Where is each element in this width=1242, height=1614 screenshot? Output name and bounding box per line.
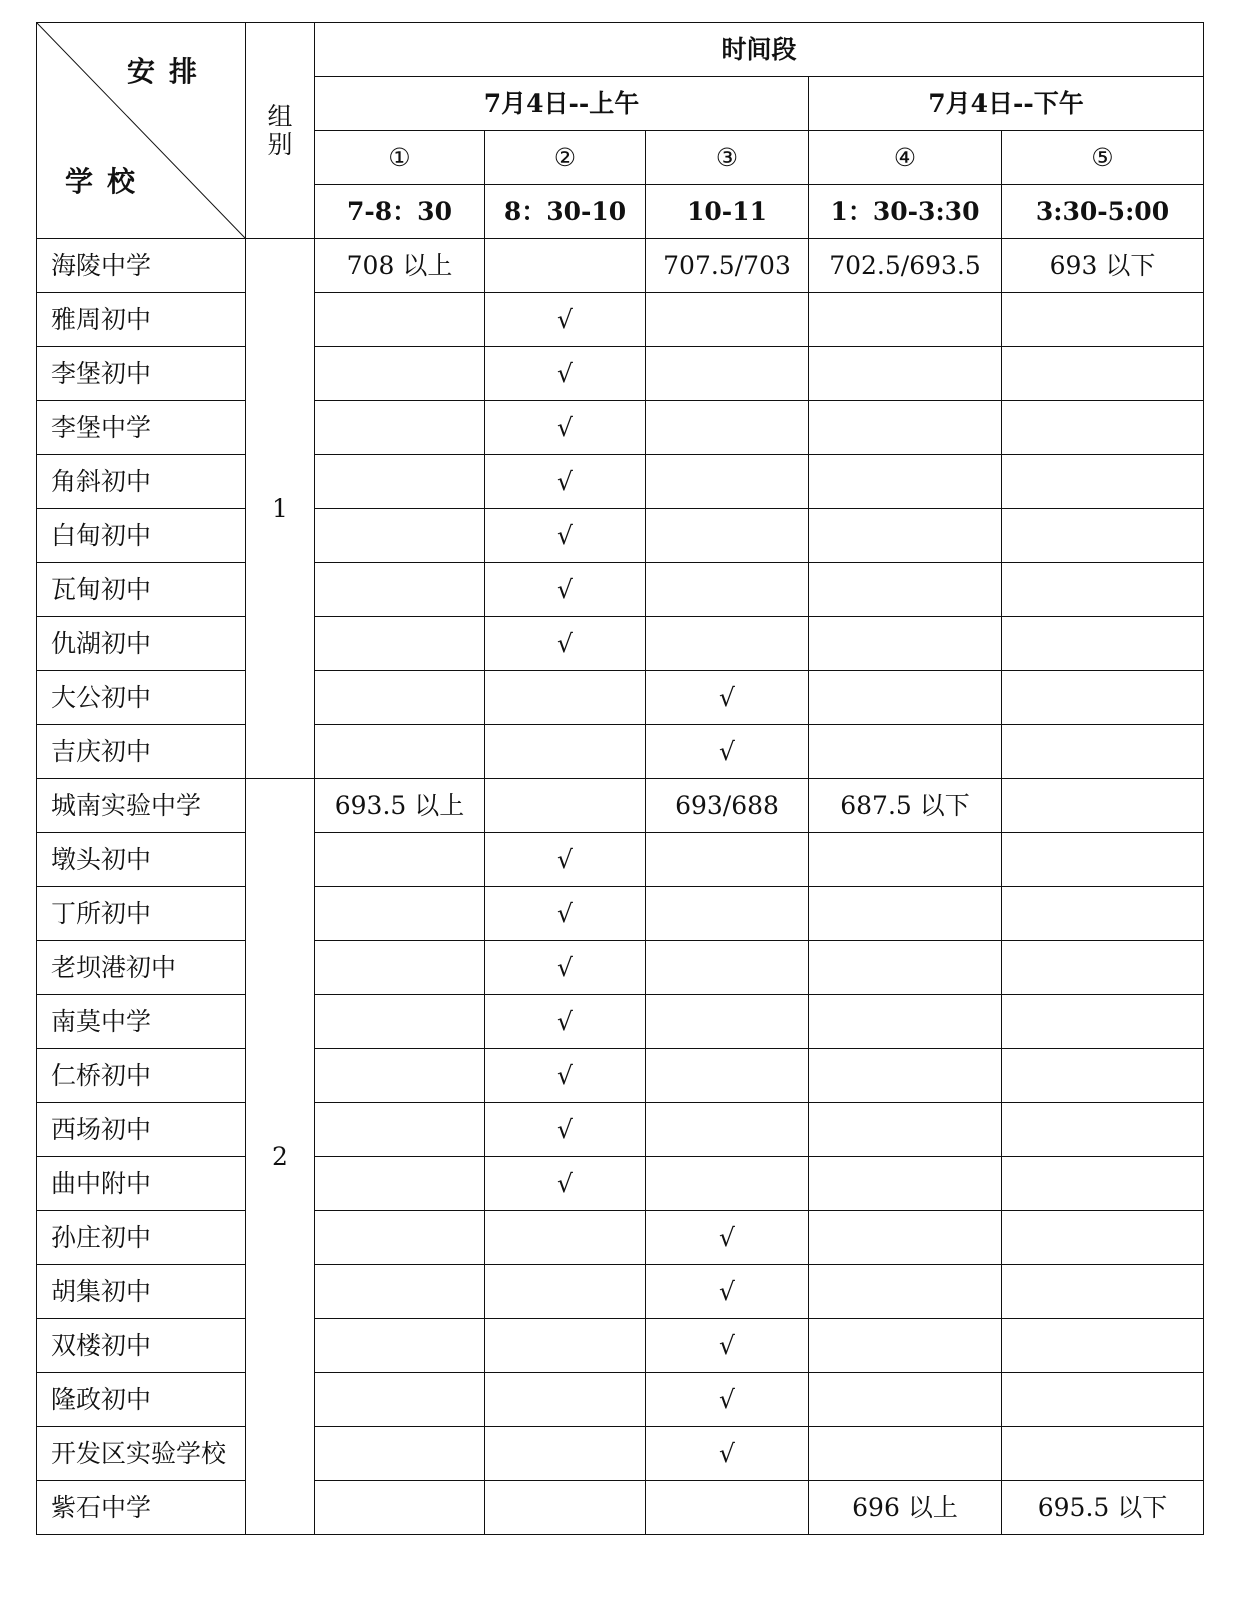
slot-cell — [315, 347, 485, 401]
slot-cell — [485, 239, 646, 293]
corner-label-school: 学校 — [65, 165, 150, 199]
slot-time: 10-11 — [646, 185, 809, 239]
school-name-cell: 墩头初中 — [37, 833, 246, 887]
slot-number: ④ — [809, 131, 1002, 185]
slot-cell — [809, 455, 1002, 509]
check-mark-cell: √ — [485, 833, 646, 887]
slot-cell — [1002, 1373, 1204, 1427]
slot-cell — [1002, 1319, 1204, 1373]
table-row — [37, 671, 1204, 725]
slot-cell — [1002, 995, 1204, 1049]
slot-cell — [1002, 455, 1204, 509]
table-row — [37, 293, 1204, 347]
table-row — [37, 833, 1204, 887]
slot-cell — [646, 941, 809, 995]
check-mark-cell: √ — [485, 1049, 646, 1103]
school-name-cell: 仇湖初中 — [37, 617, 246, 671]
school-name-cell: 南莫中学 — [37, 995, 246, 1049]
slot-cell — [1002, 617, 1204, 671]
slot-cell — [485, 1427, 646, 1481]
group-number-cell: 1 — [246, 239, 315, 779]
slot-cell — [315, 1373, 485, 1427]
slot-cell — [1002, 347, 1204, 401]
slot-cell — [315, 509, 485, 563]
slot-cell — [315, 1319, 485, 1373]
school-name-cell: 胡集初中 — [37, 1265, 246, 1319]
slot-cell — [809, 1049, 1002, 1103]
slot-cell — [315, 887, 485, 941]
slot-cell — [315, 1211, 485, 1265]
table-row — [37, 779, 1204, 833]
slot-cell: 707.5/703 — [646, 239, 809, 293]
check-mark-cell: √ — [485, 401, 646, 455]
slot-cell: 693/688 — [646, 779, 809, 833]
table-row — [37, 725, 1204, 779]
slot-cell — [646, 347, 809, 401]
table-row — [37, 1373, 1204, 1427]
slot-cell — [315, 401, 485, 455]
check-mark-cell: √ — [485, 887, 646, 941]
slot-cell: 696 以上 — [809, 1481, 1002, 1535]
table-row — [37, 887, 1204, 941]
slot-cell — [646, 995, 809, 1049]
school-name-cell: 大公初中 — [37, 671, 246, 725]
slot-cell — [646, 1481, 809, 1535]
table-row — [37, 563, 1204, 617]
slot-cell: 708 以上 — [315, 239, 485, 293]
slot-time: 3:30-5:00 — [1002, 185, 1204, 239]
check-mark-cell: √ — [485, 1103, 646, 1157]
table-row — [37, 347, 1204, 401]
table-row — [37, 239, 1204, 293]
check-mark-cell: √ — [485, 563, 646, 617]
table-row — [37, 1481, 1204, 1535]
table-row — [37, 455, 1204, 509]
slot-cell — [646, 1103, 809, 1157]
slot-cell — [646, 1049, 809, 1103]
table-row — [37, 1103, 1204, 1157]
check-mark-cell: √ — [485, 509, 646, 563]
school-name-cell: 白甸初中 — [37, 509, 246, 563]
slot-cell — [809, 563, 1002, 617]
schedule-body — [37, 239, 1204, 1535]
check-mark-cell: √ — [485, 941, 646, 995]
slot-cell — [809, 1211, 1002, 1265]
slot-cell — [809, 1427, 1002, 1481]
slot-cell — [809, 833, 1002, 887]
slot-cell — [1002, 509, 1204, 563]
slot-cell — [485, 1211, 646, 1265]
slot-cell — [315, 941, 485, 995]
slot-cell — [315, 1265, 485, 1319]
school-name-cell: 孙庄初中 — [37, 1211, 246, 1265]
slot-cell — [809, 1319, 1002, 1373]
slot-cell — [809, 995, 1002, 1049]
slot-cell — [1002, 1157, 1204, 1211]
slot-cell — [315, 455, 485, 509]
check-mark-cell: √ — [485, 1157, 646, 1211]
slot-cell — [485, 1319, 646, 1373]
group-number-cell: 2 — [246, 779, 315, 1535]
table-row — [37, 941, 1204, 995]
slot-cell — [809, 617, 1002, 671]
slot-cell — [485, 671, 646, 725]
check-mark-cell: √ — [646, 725, 809, 779]
slot-cell — [809, 293, 1002, 347]
corner-label-arrangement: 安排 — [126, 55, 211, 88]
slot-number: ② — [485, 131, 646, 185]
slot-cell — [809, 1157, 1002, 1211]
slot-cell — [809, 509, 1002, 563]
slot-cell — [1002, 401, 1204, 455]
slot-cell — [1002, 725, 1204, 779]
school-name-cell: 李堡初中 — [37, 347, 246, 401]
slot-cell — [315, 1157, 485, 1211]
slot-number: ③ — [646, 131, 809, 185]
school-name-cell: 仁桥初中 — [37, 1049, 246, 1103]
slot-cell — [315, 1049, 485, 1103]
slot-cell — [315, 617, 485, 671]
slot-cell: 695.5 以下 — [1002, 1481, 1204, 1535]
slot-cell — [809, 941, 1002, 995]
group-header-cell — [246, 23, 315, 239]
table-row — [37, 1427, 1204, 1481]
check-mark-cell: √ — [646, 1265, 809, 1319]
slot-cell — [1002, 887, 1204, 941]
slot-time: 8：30-10 — [485, 185, 646, 239]
school-name-cell: 瓦甸初中 — [37, 563, 246, 617]
school-name-cell: 曲中附中 — [37, 1157, 246, 1211]
group-label-line2: 别 — [267, 129, 293, 159]
slot-cell — [809, 347, 1002, 401]
slot-cell — [646, 293, 809, 347]
slot-cell — [485, 779, 646, 833]
slot-cell — [485, 1265, 646, 1319]
table-row — [37, 1049, 1204, 1103]
school-name-cell: 老坝港初中 — [37, 941, 246, 995]
slot-cell — [1002, 671, 1204, 725]
school-name-cell: 丁所初中 — [37, 887, 246, 941]
slot-cell — [809, 1373, 1002, 1427]
slot-cell — [809, 1265, 1002, 1319]
slot-cell — [809, 671, 1002, 725]
slot-cell — [809, 887, 1002, 941]
afternoon-header: 7月4日--下午 — [809, 77, 1204, 131]
table-row — [37, 1211, 1204, 1265]
slot-cell: 693 以下 — [1002, 239, 1204, 293]
school-name-cell: 李堡中学 — [37, 401, 246, 455]
slot-cell — [1002, 1427, 1204, 1481]
check-mark-cell: √ — [485, 617, 646, 671]
slot-cell — [485, 1373, 646, 1427]
check-mark-cell: √ — [646, 1319, 809, 1373]
table-row — [37, 995, 1204, 1049]
check-mark-cell: √ — [646, 671, 809, 725]
slot-cell: 687.5 以下 — [809, 779, 1002, 833]
slot-cell: 702.5/693.5 — [809, 239, 1002, 293]
school-name-cell: 吉庆初中 — [37, 725, 246, 779]
school-name-cell: 双楼初中 — [37, 1319, 246, 1373]
slot-cell — [1002, 833, 1204, 887]
slot-cell — [646, 563, 809, 617]
slot-cell — [1002, 1049, 1204, 1103]
check-mark-cell: √ — [485, 995, 646, 1049]
slot-cell — [1002, 779, 1204, 833]
school-name-cell: 雅周初中 — [37, 293, 246, 347]
table-row — [37, 1265, 1204, 1319]
slot-cell — [1002, 1265, 1204, 1319]
slot-cell — [485, 725, 646, 779]
morning-header: 7月4日--上午 — [315, 77, 809, 131]
check-mark-cell: √ — [485, 347, 646, 401]
slot-cell — [315, 725, 485, 779]
slot-cell — [646, 833, 809, 887]
slot-cell — [315, 833, 485, 887]
schedule-table — [36, 22, 1204, 1535]
school-name-cell: 城南实验中学 — [37, 779, 246, 833]
school-name-cell: 紫石中学 — [37, 1481, 246, 1535]
check-mark-cell: √ — [485, 455, 646, 509]
slot-cell — [315, 995, 485, 1049]
slot-cell — [1002, 1103, 1204, 1157]
time-period-header: 时间段 — [315, 23, 1204, 77]
check-mark-cell: √ — [646, 1427, 809, 1481]
slot-cell — [646, 617, 809, 671]
corner-header-cell — [37, 23, 246, 239]
check-mark-cell: √ — [646, 1211, 809, 1265]
slot-cell — [1002, 563, 1204, 617]
slot-number: ⑤ — [1002, 131, 1204, 185]
slot-cell: 693.5 以上 — [315, 779, 485, 833]
slot-cell — [315, 563, 485, 617]
slot-cell — [1002, 293, 1204, 347]
slot-cell — [809, 401, 1002, 455]
school-name-cell: 开发区实验学校 — [37, 1427, 246, 1481]
slot-cell — [315, 671, 485, 725]
slot-cell — [315, 293, 485, 347]
slot-cell — [315, 1103, 485, 1157]
table-row — [37, 617, 1204, 671]
school-name-cell: 海陵中学 — [37, 239, 246, 293]
school-name-cell: 西场初中 — [37, 1103, 246, 1157]
slot-cell — [315, 1427, 485, 1481]
slot-cell — [809, 1103, 1002, 1157]
slot-number: ① — [315, 131, 485, 185]
table-row — [37, 1157, 1204, 1211]
table-row — [37, 401, 1204, 455]
slot-time: 1：30-3:30 — [809, 185, 1002, 239]
check-mark-cell: √ — [485, 293, 646, 347]
group-label-line1: 组 — [267, 102, 293, 131]
school-name-cell: 角斜初中 — [37, 455, 246, 509]
slot-cell — [646, 455, 809, 509]
table-row — [37, 1319, 1204, 1373]
check-mark-cell: √ — [646, 1373, 809, 1427]
table-row — [37, 509, 1204, 563]
slot-cell — [1002, 941, 1204, 995]
school-name-cell: 隆政初中 — [37, 1373, 246, 1427]
slot-time: 7-8：30 — [315, 185, 485, 239]
slot-cell — [646, 887, 809, 941]
slot-cell — [646, 1157, 809, 1211]
slot-cell — [485, 1481, 646, 1535]
slot-cell — [1002, 1211, 1204, 1265]
slot-cell — [809, 725, 1002, 779]
slot-cell — [646, 509, 809, 563]
slot-cell — [646, 401, 809, 455]
slot-cell — [315, 1481, 485, 1535]
